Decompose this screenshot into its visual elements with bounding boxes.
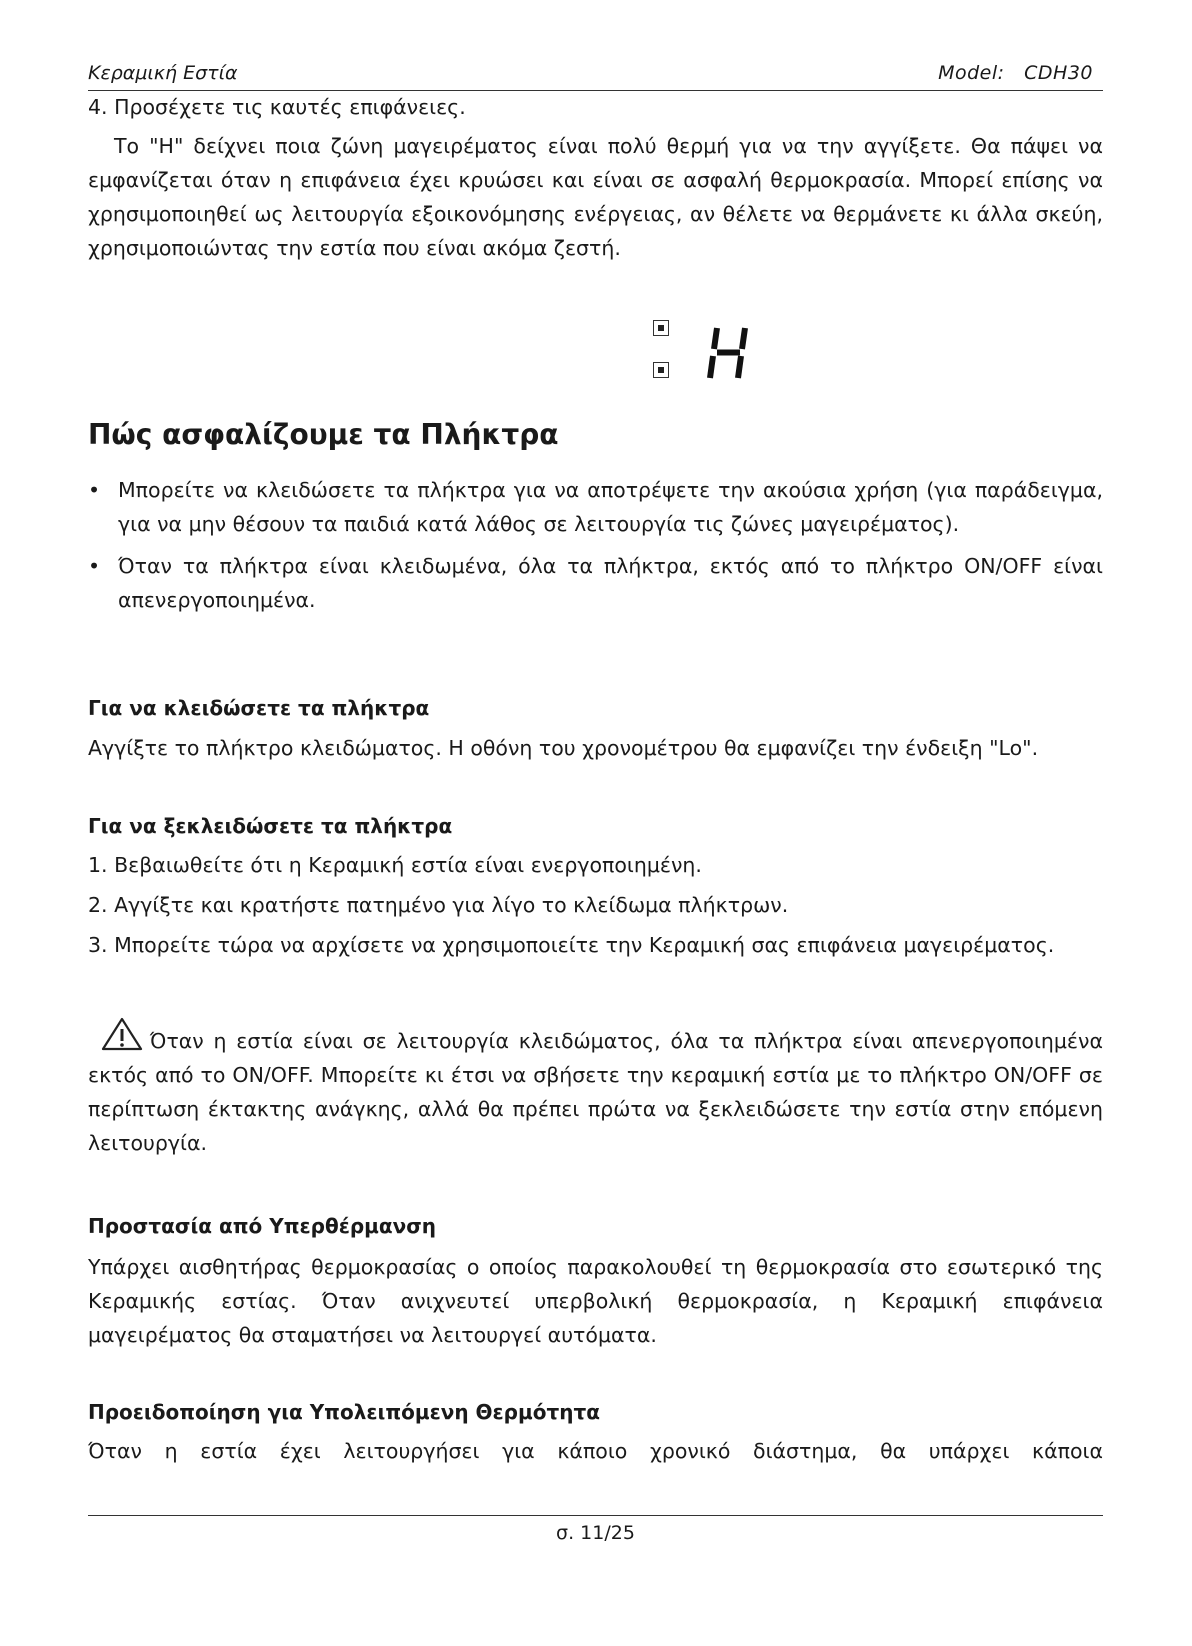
- overheat-title: Προστασία από Υπερθέρμανση: [88, 1214, 437, 1238]
- item4-body: Το "H" δείχνει ποια ζώνη μαγειρέματος είναι πολύ θερμή για να την αγγίξετε. Θα πάψει να εμφανίζεται όταν η επιφάνεια έχει κρυώσει και είναι σε ασφαλή θερμοκρασία. Μπορεί επίσης να χρησιμοποιηθεί ως λειτουργία εξοικονόμησης ενέργειας, αν θέλετε να θερμάνετε κι άλλα σκεύη, χρησιμοποιώντας την εστία που είναι ακόμα ζεστή.: [88, 134, 1103, 260]
- warning-triangle-icon: [100, 1016, 144, 1052]
- residual-heat-body: Όταν η εστία έχει λειτουργήσει για κάποιο χρονικό διάστημα, θα υπάρχει κάποια: [88, 1439, 1103, 1463]
- unlock-steps: [88, 845, 1103, 965]
- zone-indicator-bottom: [653, 362, 669, 378]
- lock-bullet-2: • Όταν τα πλήκτρα είναι κλειδωμένα, όλα τα πλήκτρα, εκτός από το πλήκτρο ON/OFF είναι απενεργοποιημένα.: [88, 549, 1103, 617]
- page-number: σ. 11/25: [556, 1522, 635, 1544]
- item4-title: 4. Προσέχετε τις καυτές επιφάνειες.: [88, 95, 466, 119]
- overheat-body: Υπάρχει αισθητήρας θερμοκρασίας ο οποίος παρακολουθεί τη θερμοκρασία στο εσωτερικό της Κεραμικής εστίας. Όταν ανιχνευτεί υπερβολική θερμοκρασία, η Κεραμική επιφάνεια μαγειρέματος θα σταματήσει να λειτουργεί αυτόματα.: [88, 1255, 1103, 1347]
- lock-keys-body: Αγγίξτε το πλήκτρο κλειδώματος. Η οθόνη του χρονομέτρου θα εμφανίζει την ένδειξη "Lo".: [88, 736, 1039, 760]
- unlock-keys-title: Για να ξεκλειδώσετε τα πλήκτρα: [88, 814, 453, 838]
- lock-keys-title: Για να κλειδώσετε τα πλήκτρα: [88, 696, 430, 720]
- lock-warning: [88, 1016, 1103, 1160]
- warning-text: Όταν η εστία είναι σε λειτουργία κλειδώματος, όλα τα πλήκτρα είναι απενεργοποιημένα εκτός από το ON/OFF. Μπορείτε κι έτσι να σβήσετε την κεραμική εστία με το πλήκτρο ON/OFF σε περίπτωση έκτακτης ανάγκης, αλλά θα πρέπει πρώτα να ξεκλειδώσετε την εστία στην επόμενη λειτουργία.: [88, 1029, 1103, 1155]
- lock-bullets: [88, 473, 1103, 625]
- footer-divider: [88, 1515, 1103, 1516]
- seven-segment-h-icon: [703, 324, 755, 382]
- zone-indicator-top: [653, 320, 669, 336]
- unlock-step-1: 1. Βεβαιωθείτε ότι η Κεραμική εστία είναι ενεργοποιημένη.: [88, 853, 702, 877]
- header-model: Model: CDH30: [938, 62, 1093, 84]
- lock-bullet-1: • Μπορείτε να κλειδώσετε τα πλήκτρα για να αποτρέψετε την ακούσια χρήση (για παράδειγμα, για να μην θέσουν τα παιδιά κατά λάθος σε λειτουργία τις ζώνες μαγειρέματος).: [88, 473, 1103, 541]
- header-product: Κεραμική Εστία: [88, 62, 238, 84]
- hot-indicator-display: [653, 318, 773, 388]
- residual-heat-title: Προειδοποίηση για Υπολειπόμενη Θερμότητα: [88, 1400, 600, 1424]
- unlock-step-3: 3. Μπορείτε τώρα να αρχίσετε να χρησιμοποιείτε την Κεραμική σας επιφάνεια μαγειρέματος.: [88, 933, 1055, 957]
- page-header: [88, 62, 1103, 91]
- lock-section-title: Πώς ασφαλίζουμε τα Πλήκτρα: [88, 418, 559, 451]
- unlock-step-2: 2. Αγγίξτε και κρατήστε πατημένο για λίγο το κλείδωμα πλήκτρων.: [88, 893, 789, 917]
- display-symbol: [653, 318, 654, 319]
